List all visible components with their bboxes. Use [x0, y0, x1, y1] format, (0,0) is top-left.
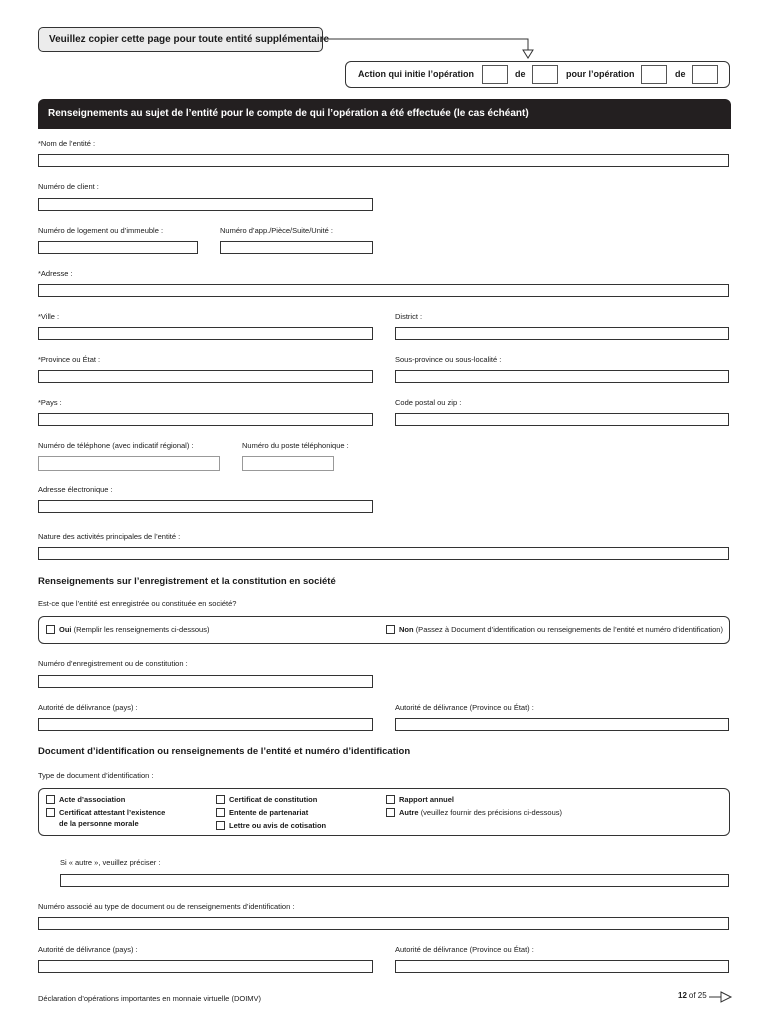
province-input[interactable] [38, 370, 373, 383]
notice-connector [322, 30, 537, 60]
client-number-label: Numéro de client : [38, 182, 99, 191]
client-number-input[interactable] [38, 198, 373, 211]
city-label: *Ville : [38, 312, 60, 321]
business-nature-input[interactable] [38, 547, 729, 560]
id-authority-province-label: Autorité de délivrance (Province ou État) : [395, 945, 534, 954]
registration-number-label: Numéro d’enregistrement ou de constitution : [38, 659, 188, 668]
operation-label: pour l’opération [566, 69, 635, 79]
registration-title: Renseignements sur l’enregistrement et la constitution en société [38, 576, 336, 587]
certificat-existence-label: Certificat attestant l’existence [59, 808, 166, 817]
oui-note-text: (Remplir les renseignements ci-dessous) [73, 625, 210, 634]
rapport-annuel-checkbox[interactable] [386, 795, 395, 804]
id-authority-country-label: Autorité de délivrance (pays) : [38, 945, 138, 954]
address-input[interactable] [38, 284, 729, 297]
unit-number-input[interactable] [220, 241, 373, 254]
extension-label: Numéro du poste téléphonique : [242, 441, 349, 450]
certificat-constitution-label: Certificat de constitution [229, 795, 318, 804]
other-specify-label: Si « autre », veuillez préciser : [60, 858, 161, 867]
entente-partenariat-label: Entente de partenariat [229, 808, 309, 817]
certificat-constitution-checkbox[interactable] [216, 795, 225, 804]
arrow-right-icon[interactable] [708, 990, 734, 1004]
non-bold-text: Non [399, 625, 414, 634]
business-nature-label: Nature des activités principales de l’entité : [38, 532, 181, 541]
oui-option-label [59, 625, 209, 634]
reg-authority-province-input[interactable] [395, 718, 729, 731]
entente-partenariat-checkbox[interactable] [216, 808, 225, 817]
registration-question: Est-ce que l’entité est enregistrée ou constituée en société? [38, 599, 237, 608]
city-input[interactable] [38, 327, 373, 340]
rapport-annuel-label: Rapport annuel [399, 795, 455, 804]
identification-title: Document d’identification ou renseignements de l’entité et numéro d’identification [38, 746, 411, 757]
operation-number-input[interactable] [641, 65, 667, 84]
acte-association-checkbox[interactable] [46, 795, 55, 804]
certificat-existence-label-line2: de la personne morale [59, 819, 139, 828]
email-input[interactable] [38, 500, 373, 513]
province-label: *Province ou État : [38, 355, 101, 364]
action-total-input[interactable] [532, 65, 558, 84]
entity-name-label: *Nom de l’entité : [38, 139, 96, 148]
page-of: of 25 [688, 991, 707, 1000]
reg-authority-country-input[interactable] [38, 718, 373, 731]
unit-number-label: Numéro d’app./Pièce/Suite/Unité : [220, 226, 333, 235]
action-label: Action qui initie l’opération [358, 69, 474, 79]
country-input[interactable] [38, 413, 373, 426]
registration-number-input[interactable] [38, 675, 373, 688]
page-number: 12 [678, 991, 687, 1000]
operation-de-label: de [675, 69, 686, 79]
district-label: District : [395, 312, 423, 321]
lettre-cotisation-checkbox[interactable] [216, 821, 225, 830]
id-number-label: Numéro associé au type de document ou de renseignements d’identification : [38, 902, 295, 911]
building-number-input[interactable] [38, 241, 198, 254]
district-input[interactable] [395, 327, 729, 340]
address-label: *Adresse : [38, 269, 73, 278]
extension-input[interactable] [242, 456, 334, 471]
non-option-label [399, 625, 723, 634]
sub-province-label: Sous-province ou sous-localité : [395, 355, 502, 364]
action-bar [345, 61, 730, 88]
id-authority-country-input[interactable] [38, 960, 373, 973]
id-type-label: Type de document d’identification : [38, 771, 154, 780]
footer-form-title: Déclaration d’opérations importantes en monnaie virtuelle (DOIMV) [38, 994, 262, 1003]
reg-authority-country-label: Autorité de délivrance (pays) : [38, 703, 138, 712]
action-number-input[interactable] [482, 65, 508, 84]
page-indicator [678, 991, 707, 1000]
other-specify-input[interactable] [60, 874, 729, 887]
autre-label [399, 808, 562, 817]
building-number-label: Numéro de logement ou d’immeuble : [38, 226, 164, 235]
action-de-label: de [515, 69, 526, 79]
copy-notice-text: Veuillez copier cette page pour toute entité supplémentaire [49, 34, 330, 45]
oui-bold-text: Oui [59, 625, 72, 634]
entity-name-input[interactable] [38, 154, 729, 167]
autre-bold-text: Autre [399, 808, 419, 817]
postal-code-label: Code postal ou zip : [395, 398, 462, 407]
id-authority-province-input[interactable] [395, 960, 729, 973]
section-header-text: Renseignements au sujet de l’entité pour le compte de qui l’opération a été effectuée (le cas échéant) [48, 108, 529, 119]
id-number-input[interactable] [38, 917, 729, 930]
reg-authority-province-label: Autorité de délivrance (Province ou État) : [395, 703, 534, 712]
lettre-cotisation-label: Lettre ou avis de cotisation [229, 821, 327, 830]
oui-checkbox[interactable] [46, 625, 55, 634]
country-label: *Pays : [38, 398, 62, 407]
postal-code-input[interactable] [395, 413, 729, 426]
non-note-text: (Passez à Document d’identification ou renseignements de l’entité et numéro d’identification) [415, 625, 723, 634]
non-checkbox[interactable] [386, 625, 395, 634]
phone-label: Numéro de téléphone (avec indicatif régional) : [38, 441, 194, 450]
email-label: Adresse électronique : [38, 485, 113, 494]
section-header [38, 99, 731, 129]
phone-input[interactable] [38, 456, 220, 471]
sub-province-input[interactable] [395, 370, 729, 383]
autre-note-text: (veuillez fournir des précisions ci-dessous) [420, 808, 562, 817]
copy-notice [38, 27, 330, 52]
certificat-existence-checkbox[interactable] [46, 808, 55, 817]
autre-checkbox[interactable] [386, 808, 395, 817]
acte-association-label: Acte d’association [59, 795, 126, 804]
operation-total-input[interactable] [692, 65, 718, 84]
